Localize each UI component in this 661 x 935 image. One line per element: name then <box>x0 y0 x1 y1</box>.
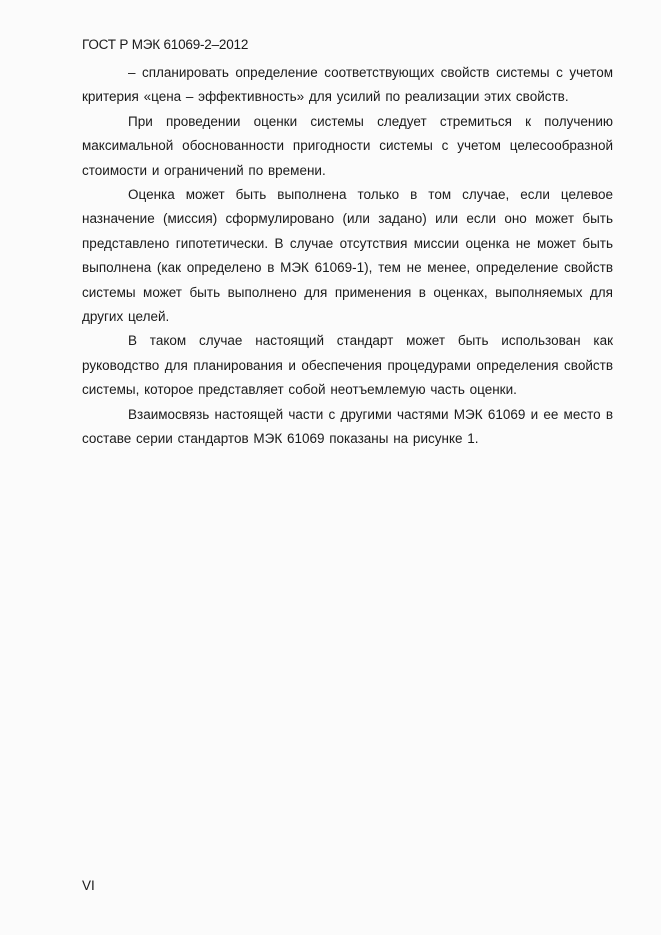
paragraph-standard-usage: В таком случае настоящий стандарт может быть использован как руководство для планирования и обеспечения процедурами определения свойств системы, которое представляет собой неотъемлемую часть оценки. <box>82 333 613 398</box>
paragraph-series-relationship: Взаимосвязь настоящей части с другими частями МЭК 61069 и ее место в составе серии стандартов МЭК 61069 показаны на рисунке 1. <box>82 406 613 447</box>
paragraph-evaluation-validity: При проведении оценки системы следует стремиться к получению максимальной обоснованности пригодности системы с учетом целесообразной стоимости и ограничений по времени. <box>82 113 613 178</box>
standard-code: ГОСТ Р МЭК 61069-2–2012 <box>82 37 249 52</box>
paragraph-mission-requirement: Оценка может быть выполнена только в том случае, если целевое назначение (миссия) сформулировано (или задано) или если оно может быть представлено гипотетически. В случае отсутствия миссии оценка не может быть выполнена (как определено в МЭК 61069-1), тем не менее, определение свойств системы может быть выполнено для применения в оценках, выполняемых для других целей. <box>82 187 613 325</box>
document-body <box>82 61 613 452</box>
paragraph-list-item-cost-effectiveness: – спланировать определение соответствующих свойств системы с учетом критерия «цена – эффективность» для усилий по реализации этих свойств. <box>82 65 613 105</box>
page-footer <box>82 878 95 893</box>
document-header <box>82 37 248 52</box>
page-number: VI <box>82 878 95 893</box>
